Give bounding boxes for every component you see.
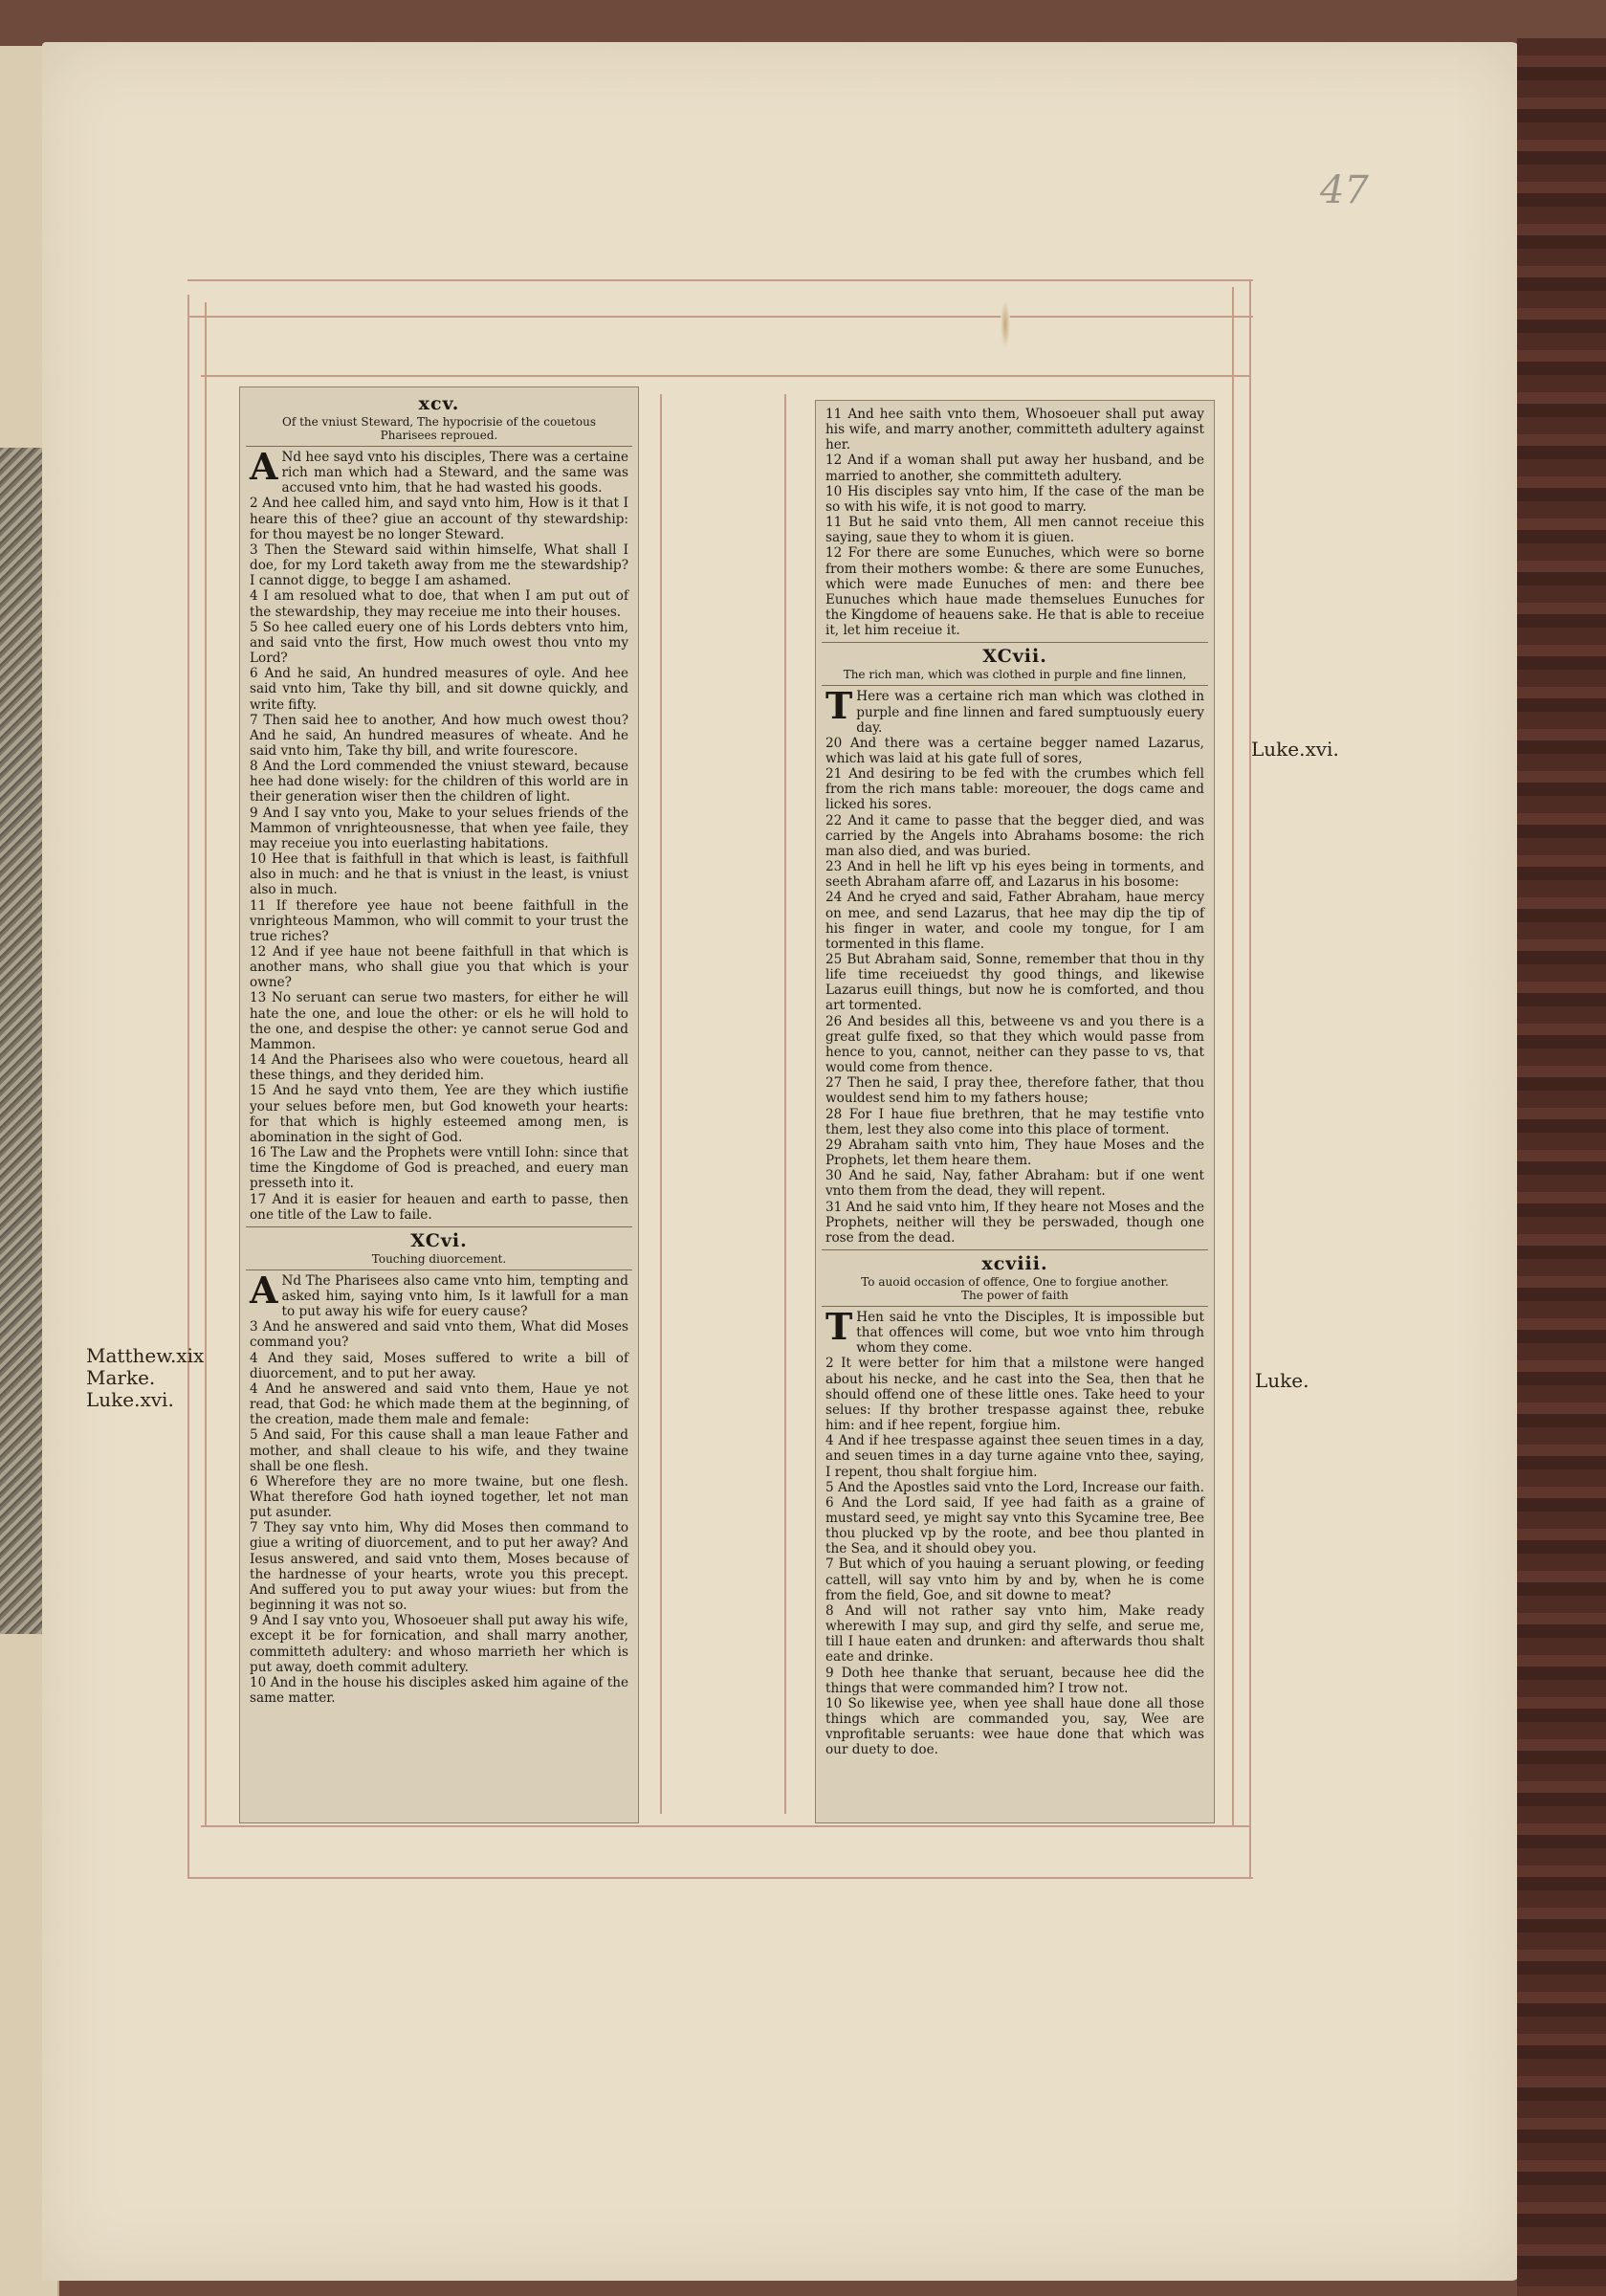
section-title: To auoid occasion of offence, One to forgiue another. <box>861 1274 1169 1289</box>
section-number: XCvii. <box>982 646 1047 668</box>
frame-rule-top-inner <box>187 316 1253 318</box>
verse: 12 And if yee haue not beene faithfull in that which is another mans, who shall giue you that which is your owne? <box>250 944 628 991</box>
section-divider <box>822 1249 1208 1250</box>
page-number: 47 <box>1320 168 1369 212</box>
frame-rule-top-outer <box>187 279 1253 281</box>
verse: 9 And I say vnto you, Whosoeuer shall put away his wife, except it be for fornication, and shall marry another, committeth adultery: and whoso marrieth her which is put away, doeth commit adultery. <box>250 1613 628 1675</box>
verse: 10 So likewise yee, when yee shall haue done all those things which are commanded you, say, Wee are vnprofitable seruants: wee haue done that which was our duety to doe. <box>825 1695 1204 1758</box>
frame-rule-bottom-outer <box>187 1877 1253 1879</box>
verse: 11 And hee saith vnto them, Whosoeuer shall put away his wife, and marry another, committeth adultery against her. <box>825 407 1204 453</box>
section-divider <box>822 1306 1208 1307</box>
verse: 3 Then the Steward said within himselfe, What shall I doe, for my Lord taketh away from me the stewardship? I cannot digge, to begge I am ashamed. <box>250 541 628 589</box>
verse: 3 And he answered and said vnto them, What did Moses command you? <box>250 1319 628 1351</box>
verse: 24 And he cryed and said, Father Abraham, haue mercy on mee, and send Lazarus, that hee may dip the tip of his finger in water, and coole my tongue, for I am tormented in this flame. <box>825 890 1204 952</box>
section-title: The rich man, which was clothed in purple and fine linnen, <box>843 668 1187 682</box>
section-subtitle: Pharisees reproued. <box>380 429 498 442</box>
frame-rule-left-inner <box>205 302 207 1827</box>
verse: 13 No seruant can serue two masters, for either he will hate the one, and loue the other: or els he will hold to the one, and despise the other: ye cannot serue God and Mammon. <box>250 990 628 1052</box>
verse: 2 And hee called him, and sayd vnto him, How is it that I heare this of thee? giue an account of thy stewardship: for thou mayest be no longer Steward. <box>250 496 628 542</box>
section-number: XCvi. <box>410 1229 468 1251</box>
margin-note-right-lower: Luke. <box>1255 1369 1309 1392</box>
margin-note-left <box>86 1345 204 1411</box>
drop-cap: T <box>825 1304 853 1348</box>
verse: 10 His disciples say vnto him, If the case of the man be so with his wife, it is not good to marry. <box>825 483 1204 515</box>
verse: A Nd hee sayd vnto his disciples, There was a certaine rich man which had a Steward, and the same was accused vnto him, that he had wasted his goods. <box>250 445 628 497</box>
section-number: xcviii. <box>981 1252 1048 1274</box>
verse: 9 And I say vnto you, Make to your selues friends of the Mammon of vnrighteousnesse, that when yee faile, they may receiue you into euerlasting habitations. <box>250 805 628 851</box>
verse: 2 It were better for him that a milstone were hanged about his necke, and he cast into the Sea, then that he should offend one of these little ones. Take heed to your selues: If thy brother trespasse against thee, rebuke him: and if hee repent, forgiue him. <box>825 1356 1204 1434</box>
verse: 14 And the Pharisees also who were couetous, heard all these things, and they derided him. <box>250 1052 628 1084</box>
margin-ref: Marke. <box>86 1366 156 1389</box>
section-divider <box>246 446 632 447</box>
section-divider <box>822 685 1208 686</box>
leather-binding <box>1517 38 1606 2296</box>
frame-rule-right-inner <box>1232 287 1234 1827</box>
verse: 8 And the Lord commended the vniust steward, because hee had done wisely: for the children of this world are in their generation wiser then the children of light. <box>250 759 628 806</box>
verse: 11 But he said vnto them, All men cannot receiue this saying, saue they to whom it is giuen. <box>825 515 1204 546</box>
verse: 30 And he said, Nay, father Abraham: but if one went vnto them from the dead, they will repent. <box>825 1168 1204 1200</box>
verse: 4 And if hee trespasse against thee seuen times in a day, and seuen times in a day turne againe vnto thee, saying, I repent, thou shalt forgiue him. <box>825 1433 1204 1480</box>
verse: 7 They say vnto him, Why did Moses then command to giue a writing of diuorcement, and to put her away? And Iesus answered, and said vnto them, Moses because of the hardnesse of your hearts, wrote you this precept. And suffered you to put away your wiues: but from the beginning it was not so. <box>250 1520 628 1614</box>
verse: 31 And he said vnto him, If they heare not Moses and the Prophets, neither will they be perswaded, though one rose from the dead. <box>825 1199 1204 1246</box>
section-divider <box>246 1269 632 1270</box>
verse: 12 For there are some Eunuches, which were so borne from their mothers wombe: & there are some Eunuches, which were made Eunuches of men: and there bee Eunuches which haue made themselues Eunuches for the Kingdome of heauens sake. He that is able to receiue it, let him receiue it. <box>825 545 1204 639</box>
verse: 16 The Law and the Prophets were vntill Iohn: since that time the Kingdome of God is preached, and euery man presseth into it. <box>250 1145 628 1192</box>
left-column <box>239 386 639 1823</box>
verse: 5 And said, For this cause shall a man leaue Father and mother, and shall cleaue to his wife, and they twaine shall be one flesh. <box>250 1427 628 1474</box>
verse: 11 If therefore yee haue not beene faithfull in the vnrighteous Mammon, who will commit to your trust the true riches? <box>250 897 628 944</box>
verse: 4 I am resolued what to doe, that when I am put out of the stewardship, they may receiue me into their houses. <box>250 588 628 620</box>
section-header-xcv <box>250 393 628 442</box>
section-header-xcviii <box>825 1253 1204 1302</box>
verse: 29 Abraham saith vnto him, They haue Moses and the Prophets, let them heare them. <box>825 1137 1204 1169</box>
verse: 17 And it is easier for heauen and earth to passe, then one title of the Law to faile. <box>250 1191 628 1223</box>
section-title: Of the vniust Steward, The hypocrisie of the couetous <box>282 415 596 429</box>
verse: T Here was a certaine rich man which was clothed in purple and fine linnen and fared sumptuously euery day. <box>825 684 1204 736</box>
section-number: xcv. <box>418 393 460 414</box>
verse: 6 And he said, An hundred measures of oyle. And hee said vnto him, Take thy bill, and sit downe quickly, and write fifty. <box>250 666 628 713</box>
frame-rule-right-outer <box>1249 279 1251 1879</box>
verse: 7 Then said hee to another, And how much owest thou? And he said, An hundred measures of wheate. And he said vnto him, Take thy bill, and write fourescore. <box>250 712 628 759</box>
right-column <box>815 400 1215 1823</box>
frame-rule-top-mid <box>201 375 1249 377</box>
verse: 27 Then he said, I pray thee, therefore father, that thou wouldest send him to my fathers house; <box>825 1075 1204 1107</box>
verse: 4 And they said, Moses suffered to write a bill of diuorcement, and to put her away. <box>250 1350 628 1381</box>
verse: 28 For I haue fiue brethren, that he may testifie vnto them, lest they also come into this place of torment. <box>825 1106 1204 1137</box>
verse: 4 And he answered and said vnto them, Haue ye not read, that God: he which made them at the beginning, of the creation, made them male and female: <box>250 1380 628 1428</box>
verse: 25 But Abraham said, Sonne, remember that thou in thy life time receiuedst thy good things, and likewise Lazarus euill things, but now he is comforted, and thou art tormented. <box>825 952 1204 1014</box>
verse: A Nd The Pharisees also came vnto him, tempting and asked him, saying vnto him, Is it lawfull for a man to put away his wife for euery cause? <box>250 1268 628 1320</box>
verse: 12 And if a woman shall put away her husband, and be married to another, she committeth adultery. <box>825 453 1204 484</box>
frame-rule-bottom-inner <box>201 1825 1249 1827</box>
verse: 5 And the Apostles said vnto the Lord, Increase our faith. <box>825 1479 1204 1495</box>
section-header-xcvii <box>825 646 1204 681</box>
verse: 15 And he sayd vnto them, Yee are they which iustifie your selues before men, but God knoweth your hearts: for that which is highly esteemed among men, is abomination in the sight of God. <box>250 1083 628 1145</box>
verse: 10 And in the house his disciples asked him againe of the same matter. <box>250 1674 628 1707</box>
verse: 21 And desiring to be fed with the crumbes which fell from the rich mans table: moreouer, the dogs came and licked his sores. <box>825 766 1204 813</box>
section-divider <box>822 642 1208 643</box>
frame-rule-left-outer <box>187 295 189 1879</box>
drop-cap: A <box>250 1268 278 1312</box>
section-header-xcvi <box>250 1230 628 1266</box>
verse: 8 And will not rather say vnto him, Make ready wherewith I may sup, and gird thy selfe, and serue me, till I haue eaten and drunken: and afterwards thou shalt eate and drinke. <box>825 1602 1204 1666</box>
section-title: Touching diuorcement. <box>371 1251 507 1266</box>
verse: 6 And the Lord said, If yee had faith as a graine of mustard seed, ye might say vnto this Sycamine tree, Bee thou plucked vp by the roote, and bee thou planted in the Sea, and it should obey you. <box>825 1494 1204 1557</box>
drop-cap: A <box>250 445 278 488</box>
verse: 10 Hee that is faithfull in that which is least, is faithfull also in much: and he that is vniust in the least, is vniust also in much. <box>250 851 628 898</box>
verse: 22 And it came to passe that the begger died, and was carried by the Angels into Abrahams bosome: the rich man also died, and was buried. <box>825 812 1204 859</box>
verse: 20 And there was a certaine begger named Lazarus, which was laid at his gate full of sores, <box>825 735 1204 766</box>
frame-rule-gutter-right <box>784 394 786 1814</box>
verse: 7 But which of you hauing a seruant plowing, or feeding cattell, will say vnto him by and by, when he is come from the field, Goe, and sit downe to meat? <box>825 1556 1204 1603</box>
verse: 5 So hee called euery one of his Lords debters vnto him, and said vnto the first, How much owest thou vnto my Lord? <box>250 619 628 667</box>
paper-stain <box>1001 300 1010 348</box>
section-divider <box>246 1226 632 1227</box>
verse: 6 Wherefore they are no more twaine, but one flesh. What therefore God hath ioyned together, let not man put asunder. <box>250 1473 628 1521</box>
verse: T Hen said he vnto the Disciples, It is impossible but that offences will come, but woe vnto him through whom they come. <box>825 1304 1204 1357</box>
frame-rule-gutter-left <box>660 394 662 1814</box>
margin-ref: Matthew.xix <box>86 1344 205 1367</box>
verse: 9 Doth hee thanke that seruant, because hee did the things that were commanded him? I trow not. <box>825 1665 1204 1696</box>
margin-ref: Luke.xvi. <box>86 1388 174 1411</box>
margin-note-right-upper: Luke.xvi. <box>1251 738 1339 761</box>
verse: 23 And in hell he lift vp his eyes being in torments, and seeth Abraham afarre off, and Lazarus in his bosome: <box>825 859 1204 891</box>
drop-cap: T <box>825 684 853 728</box>
section-subtitle: The power of faith <box>961 1288 1068 1302</box>
verse: 26 And besides all this, betweene vs and you there is a great gulfe fixed, so that they which would passe from hence to you, cannot, neither can they passe to vs, that would come from thence. <box>825 1013 1204 1076</box>
